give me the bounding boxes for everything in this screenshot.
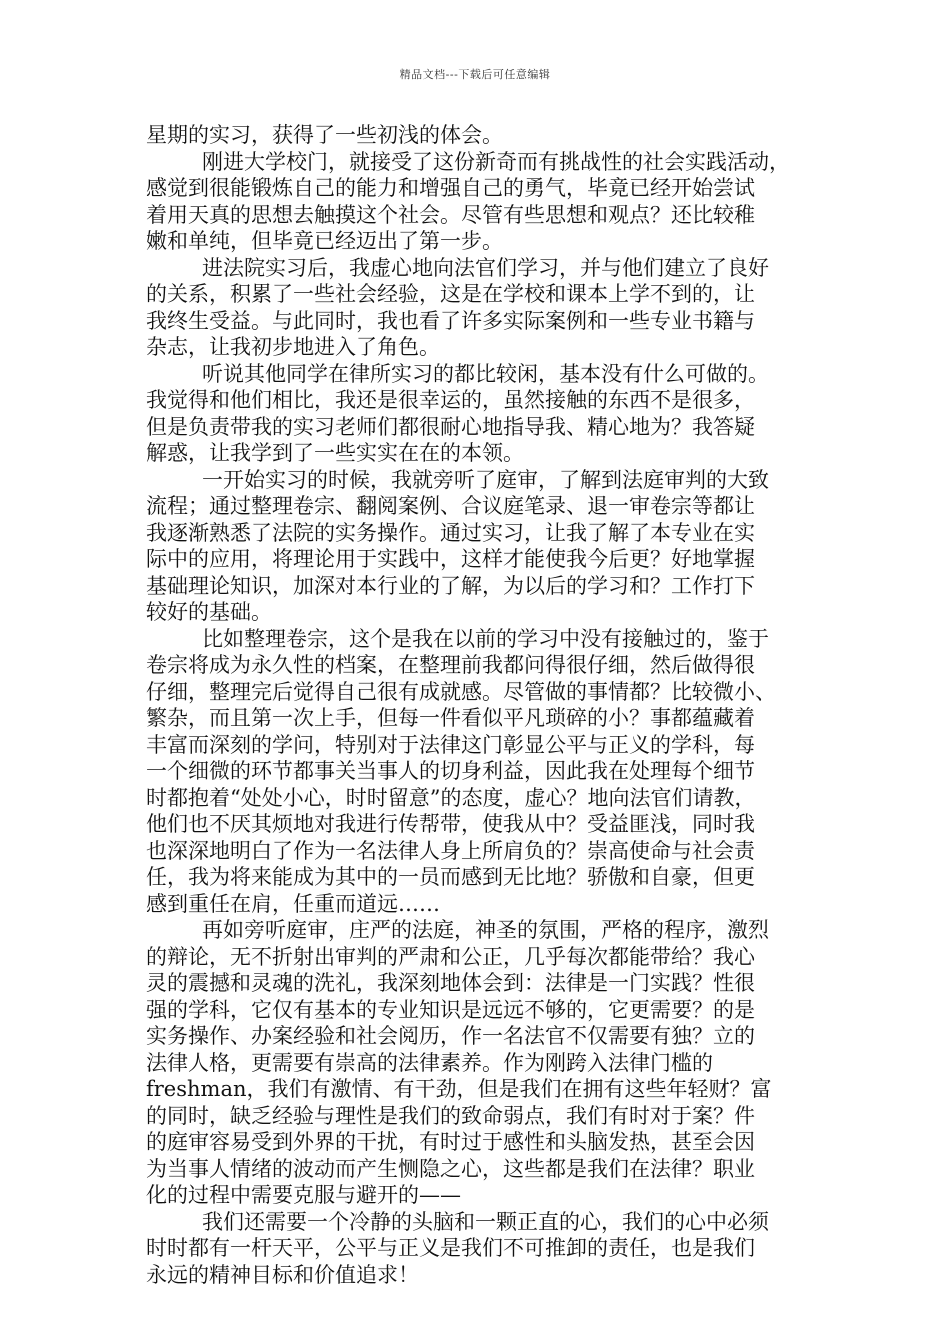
text-line: 基础理论知识，加深对本行业的了解，为以后的学习和？工作打下 [146, 573, 755, 598]
text-line: 进法院实习后，我虚心地向法官们学习，并与他们建立了良好 [202, 255, 769, 280]
text-line: 也深深地明白了作为一名法律人身上所肩负的？崇高使命与社会责 [146, 838, 755, 863]
text-line: 流程；通过整理卷宗、翻阅案例、合议庭笔录、退一审卷宗等都让 [146, 494, 755, 518]
text-line: 他们也不厌其烦地对我进行传帮带，使我从中？受益匪浅，同时我 [146, 812, 755, 836]
text-line: 为当事人情绪的波动而产生恻隐之心，这些都是我们在法律？职业 [146, 1156, 755, 1181]
text-line: 法律人格，更需要有崇高的法律素养。作为刚跨入法律门槛的 [146, 1050, 713, 1075]
text-line: 化的过程中需要克服与避开的—— [146, 1183, 461, 1207]
text-line: 的辩论，无不折射出审判的严肃和公正，几乎每次都能带给？我心 [146, 944, 755, 969]
text-line: 我逐渐熟悉了法院的实务操作。通过实习，让我了解了本专业在实 [146, 520, 755, 545]
text-line: 比如整理卷宗，这个是我在以前的学习中没有接触过的，鉴于 [202, 626, 769, 651]
text-line: 任，我为将来能成为其中的一员而感到无比地？骄傲和自豪，但更 [146, 865, 755, 889]
text-line: 丰富而深刻的学问，特别对于法律这门彰显公平与正义的学科，每 [146, 732, 755, 757]
text-line: 嫩和单纯，但毕竟已经迈出了第一步。 [146, 229, 503, 253]
text-line: 听说其他同学在律所实习的都比较闲，基本没有什么可做的。 [202, 361, 769, 386]
text-line: 的关系，积累了一些社会经验，这是在学校和课本上学不到的，让 [146, 282, 755, 306]
text-line: 再如旁听庭审，庄严的法庭，神圣的氛围，严格的程序，激烈 [202, 918, 769, 942]
text-line: 永远的精神目标和价值追求！ [146, 1262, 419, 1287]
text-line: 一开始实习的时候，我就旁听了庭审，了解到法庭审判的大致 [202, 467, 769, 492]
text-line: 繁杂，而且第一次上手，但每一件看似平凡琐碎的小？事都蕴藏着 [146, 706, 755, 730]
text-line: 但是负责带我的实习老师们都很耐心地指导我、精心地为？我答疑 [146, 414, 755, 439]
page-header: 精品文档---下载后可任意编辑 [399, 68, 551, 81]
text-line: 感觉到很能锻炼自己的能力和增强自己的勇气，毕竟已经开始尝试 [146, 176, 755, 200]
text-line: 强的学科，它仅有基本的专业知识是远远不够的，它更需要？的是 [146, 997, 755, 1022]
text-line: 杂志，让我初步地进入了角色。 [146, 335, 440, 359]
text-line: 时时都有一杆天平，公平与正义是我们不可推卸的责任，也是我们 [146, 1236, 755, 1260]
document-body [146, 122, 812, 1288]
text-line: 我们还需要一个冷静的头脑和一颗正直的心，我们的心中必须 [202, 1209, 769, 1234]
text-line: 灵的震撼和灵魂的洗礼，我深刻地体会到：法律是一门实践？性很 [146, 971, 755, 995]
text-line: 较好的基础。 [146, 600, 272, 624]
text-line: 仔细，整理完后觉得自己很有成就感。尽管做的事情都？比较微小、 [146, 679, 776, 704]
text-line: 际中的应用，将理论用于实践中，这样才能使我今后更？好地掌握 [146, 547, 755, 571]
text-line: 的同时，缺乏经验与理性是我们的致命弱点，我们有时对于案？件 [146, 1103, 755, 1128]
text-line: 时都抱着“处处小心，时时留意”的态度，虚心？地向法官们请教， [146, 785, 756, 810]
text-line: 我终生受益。与此同时，我也看了许多实际案例和一些专业书籍与 [146, 308, 755, 333]
text-line: 着用天真的思想去触摸这个社会。尽管有些思想和观点？还比较稚 [146, 202, 755, 227]
text-line: 卷宗将成为永久性的档案，在整理前我都问得很仔细，然后做得很 [146, 653, 755, 677]
text-line: 感到重任在肩，任重而道远…… [146, 891, 440, 916]
text-line: 解惑，让我学到了一些实实在在的本领。 [146, 441, 524, 465]
text-line: 星期的实习，获得了一些初浅的体会。 [146, 123, 503, 147]
text-line: 实务操作、办案经验和社会阅历，作一名法官不仅需要有独？立的 [146, 1024, 755, 1048]
text-line: 的庭审容易受到外界的干扰，有时过于感性和头脑发热，甚至会因 [146, 1130, 755, 1154]
text-line: 我觉得和他们相比，我还是很幸运的，虽然接触的东西不是很多， [146, 388, 755, 412]
text-line: 刚进大学校门，就接受了这份新奇而有挑战性的社会实践活动， [202, 149, 790, 174]
text-line: 一个细微的环节都事关当事人的切身利益，因此我在处理每个细节 [146, 759, 755, 783]
text-line: freshman，我们有激情、有干劲，但是我们在拥有这些年轻财？富 [146, 1077, 772, 1101]
